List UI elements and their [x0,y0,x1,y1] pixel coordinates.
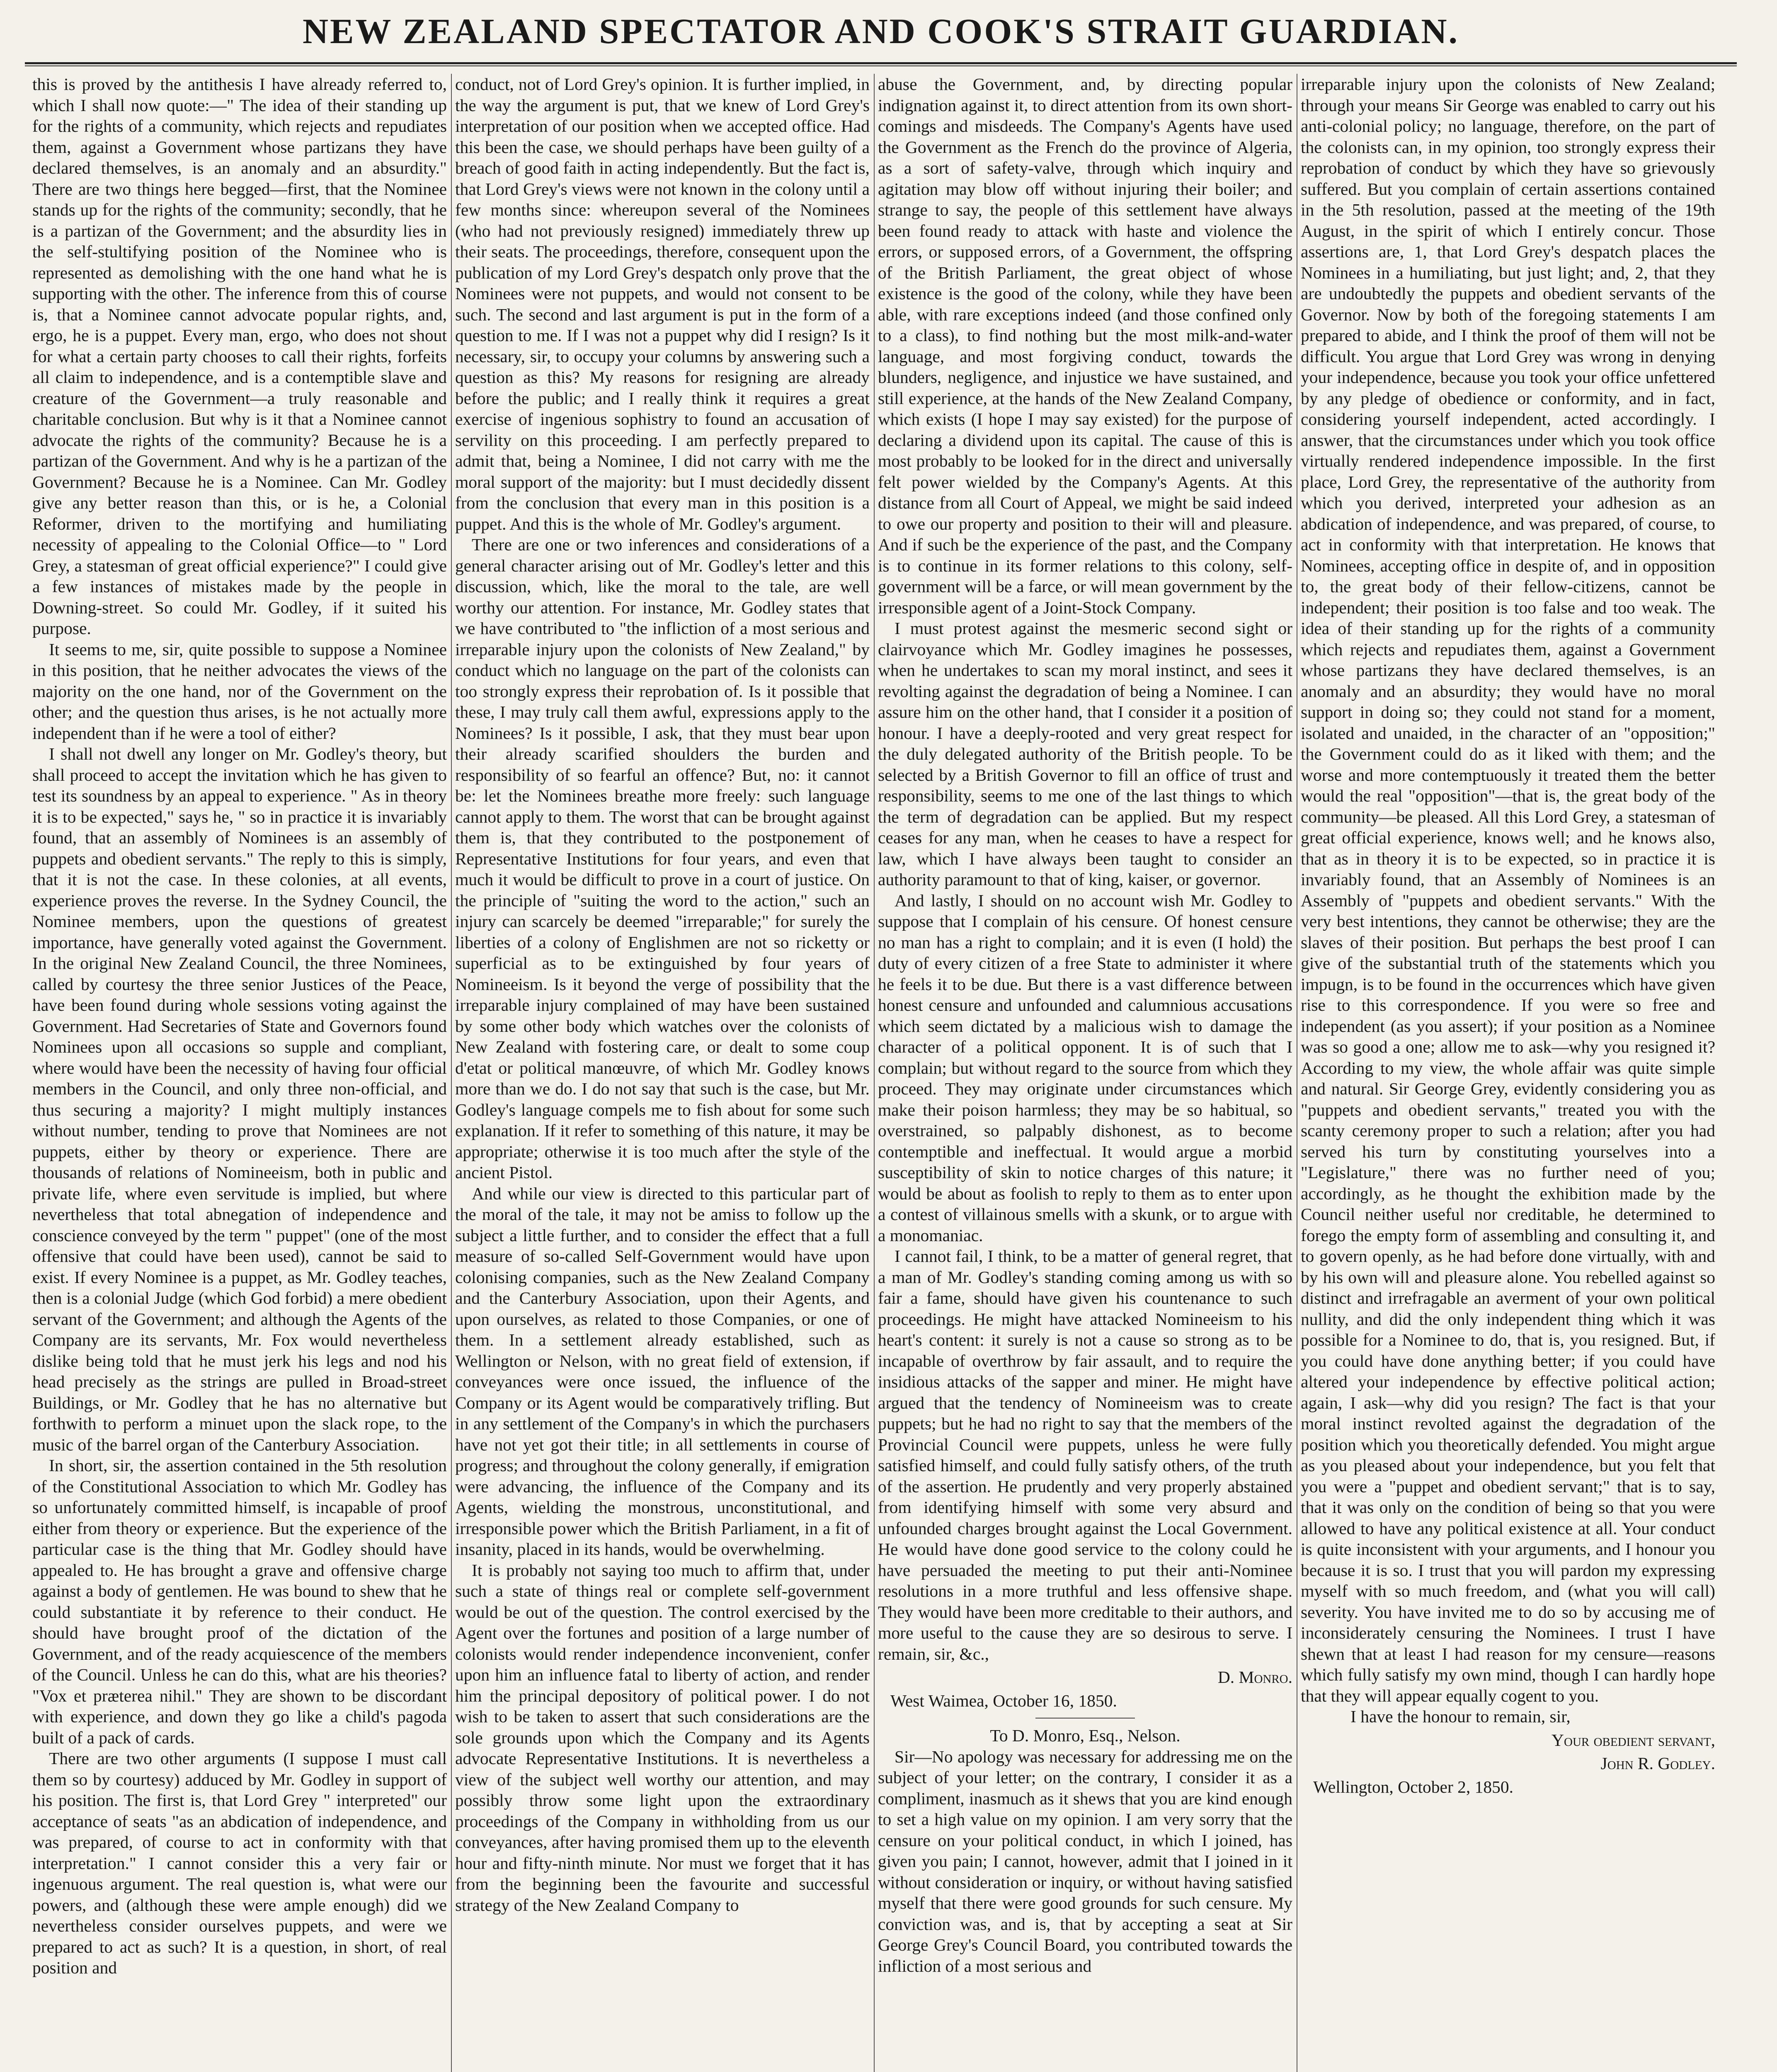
paragraph: this is proved by the antithesis I have already referred to, which I shall now quote:—" The idea of their standing up for the rights of a community, which rejects and repudiates them, against a Government whose partizans they have declared themselves, is an anomaly and an absurdity." There are two things here begged—first, that the Nominee stands up for the rights of the community; secondly, that he is a partizan of the Government; and the absurdity lies in the self-stultifying position of the Nominee who is represented as demolishing with the one hand what he is supporting with the other. The inference from this of course is, that a Nominee cannot advocate popular rights, and, ergo, he is a puppet. Every man, ergo, who does not shout for what a certain party chooses to call their rights, forfeits all claim to independence, and is a contemptible slave and creature of the Government—a truly reasonable and charitable conclusion. But why is it that a Nominee cannot advocate the rights of the community? Because he is a partizan of the Government. And why is he a partizan of the Government? Because he is a Nominee. Can Mr. Godley give any better reason than this, or is he, a Colonial Reformer, driven to the mortifying and humiliating necessity of appealing to the Colonial Office—to " Lord Grey, a statesman of great official experience?" I could give a few instances of mistakes made by the people in Downing-street. So could Mr. Godley, if it suited his purpose. [32,75,447,638]
paragraph: It is probably not saying too much to affirm that, under such a state of things real or complete self-government would be out of the question. The control exercised by the Agent over the fortunes and position of a large number of colonists would render independence inconvenient, confer upon him an influence fatal to liberty of action, and render him the principal depository of political power. I do not wish to be taken to assert that such considerations are the sole grounds upon which the Company and its Agents advocate Representative Institutions. It is nevertheless a view of the subject well worthy our attention, and may possibly throw some light upon the extraordinary proceedings of the Company in withholding from us our conveyances, after having promised them up to the eleventh hour and fifty-ninth minute. Nor must we forget that it has from the beginning been the favourite and successful strategy of the New Zealand Company to [455,1560,870,1915]
column-4 [1301,74,1715,2072]
letter-dateline: Wellington, October 2, 1850. [1313,1777,1514,1796]
letter-closing: I have the honour to remain, sir, [1350,1707,1571,1726]
paragraph: irreparable injury upon the colonists of New Zealand; through your means Sir George was enabled to carry out his anti-colonial policy; no language, therefore, on the part of the colonists can, in my opinion, too strongly express their reprobation of conduct by which they have so grievously suffered. But you complain of certain assertions contained in the 5th resolution, passed at the meeting of the 19th August, in the spirit of which I entirely concur. Those assertions are, 1, that Lord Grey's despatch places the Nominees in a humiliating, but just light; and, 2, that they are undoubtedly the puppets and obedient servants of the Governor. Now by both of the foregoing statements I am prepared to abide, and I think the proof of them will not be difficult. You argue that Lord Grey was wrong in denying your independence, because you took your office unfettered by any pledge of obedience or conformity, and in fact, considering yourself independent, acted accordingly. I answer, that the circumstances under which you took office virtually rendered independence impossible. In the first place, Lord Grey, the representative of the authority from which you derived, interpreted your adhesion as an abdication of independence, and was prepared, of course, to act in conformity with that interpretation. He knows that Nominees, accepting office in despite of, and in opposition to, the great body of their fellow-citizens, cannot be independent; their position is too false and too weak. The idea of their standing up for the rights of a community which rejects and repudiates them, against a Government whose partizans they have declared themselves, is an anomaly and an absurdity; they would have no moral support in doing so; they could not stand for a moment, isolated and unaided, in the character of an "opposition;" the Government could do as it liked with them; and the worse and more contemptuously it treated them the better would the real "opposition"—that is, the great body of the community—be pleased. All this Lord Grey, a statesman of great official experience, knows well; and he knows also, that as in theory it is to be expected, so in practice it is invariably found, that an Assembly of Nominees is an Assembly of "puppets and obedient servants." With the very best intentions, they cannot be otherwise; they are the slaves of their position. But perhaps the best proof I can give of the substantial truth of the statements which you impugn, is to be found in the occurrences which have given rise to this correspondence. If you were so free and independent (as you assert); if your position as a Nominee was so good a one; allow me to ask—why you resigned it? According to my view, the whole affair was quite simple and natural. Sir George Grey, evidently considering you as "puppets and obedient servants," treated you with the scanty ceremony proper to such a relation; after you had served his turn by constituting yourselves into a "Legislature," there was no further need of you; accordingly, as he thought the exhibition made by the Council neither useful nor creditable, he determined to forego the empty form of assembling and consulting it, and to govern openly, as he had before done virtually, with and by his own will and pleasure alone. You rebelled against so distinct and irrefragable an averment of your own political nullity, and did the only independent thing which it was possible for a Nominee to do, that is, you resigned. But, if you could have done anything better; if you could have altered your independence by effective political action; again, I ask—why did you resign? The fact is that your moral instinct revolted against the degradation of the position which you theoretically defended. You might argue as you pleased about your independence, but you felt that you were a "puppet and obedient servant;" that is to say, that it was only on the condition of being so that you were allowed to have any political existence at all. Your conduct is quite inconsistent with your arguments, and I honour you because it is so. I trust that you will pardon my expressing myself with so much freedom, and (what you will call) severity. You have invited me to do so by accusing me of inconsiderately censuring the Nominees. I trust I have shewn that at least I had reason for my censure—reasons which fully satisfy my own mind, though I can hardly hope that they will appear equally cogent to you. [1301,75,1715,1705]
paragraph: There are two other arguments (I suppose I must call them so by courtesy) adduced by Mr. Godley in support of his position. The first is, that Lord Grey " interpreted" our acceptance of seats "as an abdication of independence, and was prepared, of course to act in conformity with that interpretation." I cannot consider this a very fair or ingenuous argument. The real question is, what were our powers, and (although these were ample enough) did we nevertheless consider ourselves puppets, and were we prepared to act as such? It is a question, in short, of real position and [32,1749,447,1977]
newspaper-title: NEW ZEALAND SPECTATOR AND COOK'S STRAIT GUARDIAN. [302,11,1459,51]
letter-signature: D. Monro. [1217,1668,1292,1687]
paragraph: It seems to me, sir, quite possible to suppose a Nominee in this position, that he neither advocates the views of the majority on the one hand, nor of the Government on the other; and the question thus arises, is he not actually more independent than if he were a tool of either? [32,639,447,743]
column-1 [32,74,447,2072]
paragraph: I shall not dwell any longer on Mr. Godley's theory, but shall proceed to accept the invitation which he has given to test its soundness by an appeal to experience. " As in theory it is to be expected," says he, " so in practice it is invariably found, that an assembly of Nominees is an assembly of puppets and obedient servants." The reply to this is simply, that it is not the case. In these colonies, at all events, experience proves the reverse. In the Sydney Council, the Nominee members, upon the questions of greatest importance, have generally voted against the Government. In the original New Zealand Council, the three Nominees, called by courtesy the three senior Justices of the Peace, have been found during whole sessions voting against the Government. Had Secretaries of State and Governors found Nominees upon all occasions so supple and compliant, where would have been the necessity of having four official members in the Council, and only three non-official, and thus securing a majority? I might multiply instances without number, tending to prove that Nominees are not puppets, either by theory or experience. There are thousands of relations of Nomineeism, both in public and private life, where even servitude is implied, but where nevertheless that total abnegation of independence and conscience conveyed by the term " puppet" (one of the most offensive that could have been used), cannot be said to exist. If every Nominee is a puppet, as Mr. Godley teaches, then is a colonial Judge (which God forbid) a mere obedient servant of the Government; and although the Agents of the Company are its servants, Mr. Fox would nevertheless dislike being told that he must jerk his legs and nod his head precisely as the strings are pulled in Broad-street Buildings, or Mr. Godley that he has no alternative but forthwith to perform a minuet upon the slack rope, to the music of the barrel organ of the Canterbury Association. [32,744,447,1454]
paragraph: Sir—No apology was necessary for addressing me on the subject of your letter; on the contrary, I consider it as a compliment, inasmuch as it shews that you are kind enough to set a high value on my opinion. I am very sorry that the censure on your political conduct, in which I joined, has given you pain; I cannot, however, admit that I joined in it without consideration or inquiry, or without having satisfied myself that there were good grounds for such censure. My conviction was, and is, that by accepting a seat at Sir George Grey's Council Board, you contributed towards the infliction of a most serious and [878,1747,1292,1975]
letter-signature: John R. Godley. [1600,1754,1715,1773]
letter-closing-servant: Your obedient servant, [1552,1730,1715,1750]
column-divider [451,74,452,2072]
letter-dateline: West Waimea, October 16, 1850. [890,1691,1117,1710]
letter-divider [1035,1718,1135,1719]
paragraph: And while our view is directed to this particular part of the moral of the tale, it may not be amiss to follow up the subject a little further, and to consider the effect that a full measure of so-called Self-Government would have upon colonising companies, such as the New Zealand Company and the Canterbury Association, upon their Agents, and upon ourselves, as related to those Companies, or one of them. In a settlement already established, such as Wellington or Nelson, with no great field of extension, if conveyances were once issued, the influence of the Company or its Agent would be comparatively trifling. But in any settlement of the Company's in which the purchasers have not yet got their title; in all settlements in course of progress; and throughout the colony generally, if emigration were advancing, the influence of the Company and its Agents, wielding the monstrous, unconstitutional, and irresponsible power which the British Parliament, in a fit of insanity, placed in its hands, would be overwhelming. [455,1184,870,1559]
paragraph: In short, sir, the assertion contained in the 5th resolution of the Constitutional Association to which Mr. Godley has so unfortunately committed himself, is incapable of proof either from theory or experience. But the experience of the particular case is the thing that Mr. Godley should have appealed to. He has brought a grave and offensive charge against a body of gentlemen. He was bound to shew that he could substantiate it by reference to their conduct. He should have brought proof of the dictation of the Government, and of the ready acquiescence of the members of the Council. Unless he can do this, what are his theories? "Vox et præterea nihil." They are shown to be discordant with experience, and down they go like a child's pagoda built of a pack of cards. [32,1456,447,1747]
masthead-rule [25,65,1737,66]
masthead [25,0,1737,64]
paragraph: And lastly, I should on no account wish Mr. Godley to suppose that I complain of his censure. Of honest censure no man has a right to complain; and it is even (I hold) the duty of every citizen of a free State to administer it where he feels it to be due. But there is a vast difference between honest censure and unfounded and calumnious accusations which seem dictated by a malicious wish to damage the character of a political opponent. It is of such that I complain; but without regard to the source from which they proceed. They may originate under circumstances which make their poison harmless; they may be so habitual, so overstrained, so palpably dishonest, as to become contemptible and ineffectual. It would argue a morbid susceptibility of skin to notice charges of this nature; it would be about as foolish to reply to them as to enter upon a contest of villainous smells with a skunk, or to argue with a monomaniac. [878,891,1292,1245]
paragraph: I must protest against the mesmeric second sight or clairvoyance which Mr. Godley imagines he possesses, when he undertakes to scan my moral instinct, and sees it revolting against the degradation of being a Nominee. I can assure him on the other hand, that I consider it a position of honour. I have a deeply-rooted and very great respect for the duly delegated authority of the British people. To be selected by a British Governor to fill an office of trust and responsibility, seems to me one of the last things to which the term of degradation can be applied. But my respect ceases for any man, when he ceases to have a respect for law, which I have always been taught to consider an authority paramount to that of king, kaiser, or governor. [878,619,1292,889]
letter-heading: To D. Monro, Esq., Nelson. [990,1726,1181,1745]
column-divider [874,74,875,2072]
column-3 [878,74,1292,2072]
column-2 [455,74,870,2072]
paragraph: conduct, not of Lord Grey's opinion. It is further implied, in the way the argument is put, that we knew of Lord Grey's interpretation of our position when we accepted office. Had this been the case, we should perhaps have been guilty of a breach of good faith in acting independently. But the fact is, that Lord Grey's views were not known in the colony until a few months since: whereupon several of the Nominees (who had not previously resigned) immediately threw up their seats. The proceedings, therefore, consequent upon the publication of my Lord Grey's despatch only prove that the Nominees were not puppets, and would not consent to be such. The second and last argument is put in the form of a question to me. If I was not a puppet why did I resign? Is it necessary, sir, to occupy your columns by answering such a question as this? My reasons for resigning are already before the public; and I really think it requires a great exercise of ingenious sophistry to found an accusation of servility on this proceeding. I am perfectly prepared to admit that, being a Nominee, I did not carry with me the moral support of the majority: but I must decidedly dissent from the conclusion that every man in this position is a puppet. And this is the whole of Mr. Godley's argument. [455,75,870,533]
paragraph: There are one or two inferences and considerations of a general character arising out of Mr. Godley's letter and this discussion, which, like the moral to the tale, are well worthy our attention. For instance, Mr. Godley states that we have contributed to "the infliction of a most serious and irreparable injury upon the colonists of New Zealand," by conduct which no language on the part of the colonists can too strongly express their reprobation of. Is it possible that these, I may truly call them awful, expressions apply to the Nominees? Is it possible, I ask, that they must bear upon their already scarified shoulders the burden and responsibility of so fearful an offence? But, no: it cannot be: let the Nominees breathe more freely: such language cannot apply to them. The worst that can be brought against them is, that they contributed to the postponement of Representative Institutions for four years, and even that much it would be difficult to prove in a court of justice. On the principle of "suiting the word to the action," such an injury can scarcely be deemed "irreparable;" for surely the liberties of a colony of Englishmen are not so ricketty or superficial as to be extinguished by four years of Nomineeism. Is it beyond the verge of possibility that the irreparable injury complained of may have been sustained by some other body which watches over the colonists of New Zealand with fostering care, or dealt to some coup d'etat or political manœuvre, of which Mr. Godley knows more than we do. I do not say that such is the case, but Mr. Godley's language compels me to fish about for some such explanation. If it refer to something of this nature, it may be appropriate; otherwise it is too much after the style of the ancient Pistol. [455,535,870,1182]
paragraph: I cannot fail, I think, to be a matter of general regret, that a man of Mr. Godley's standing coming among us with so fair a fame, should have given his countenance to such proceedings. He might have attacked Nomineeism to his heart's content: it surely is not a cause so strong as to be incapable of overthrow by fair assault, and to require the insidious attacks of the sapper and miner. He might have argued that the tendency of Nomineeism was to create puppets; but he had no right to say that the members of the Provincial Council were puppets, unless he were fully satisfied himself, and could fully satisfy others, of the truth of the assertion. He prudently and very properly abstained from identifying himself with some very absurd and unfounded charges brought against the Local Government. He would have done good service to the colony could he have persuaded the meeting to put their anti-Nominee resolutions in a more truthful and less offensive shape. They would have been more creditable to their authors, and more useful to the cause they are so desirous to serve. I remain, sir, &c., [878,1247,1292,1663]
paragraph: abuse the Government, and, by directing popular indignation against it, to direct attention from its own short-comings and misdeeds. The Company's Agents have used the Government as the French do the province of Algeria, as a sort of safety-valve, through which inquiry and agitation may blow off without injuring their boiler; and strange to say, the people of this settlement have always been found ready to attack with haste and violence the errors, or supposed errors, of a Government, the offspring of the British Parliament, the great object of whose existence is the good of the colony, while they have been able, with rare exceptions indeed (and those confined only to a class), to find nothing but the most milk-and-water language, and most forgiving conduct, towards the blunders, negligence, and injustice we have sustained, and still experience, at the hands of the New Zealand Company, which exists (I hope I may say existed) for the purpose of declaring a dividend upon its capital. The cause of this is most probably to be looked for in the direct and universally felt power wielded by the Company's Agents. At this distance from all Court of Appeal, we might be said indeed to owe our property and position to their will and pleasure. And if such be the experience of the past, and the Company is to continue in its former relations to this colony, self-government will be a farce, or will mean government by the irresponsible agent of a Joint-Stock Company. [878,75,1292,617]
